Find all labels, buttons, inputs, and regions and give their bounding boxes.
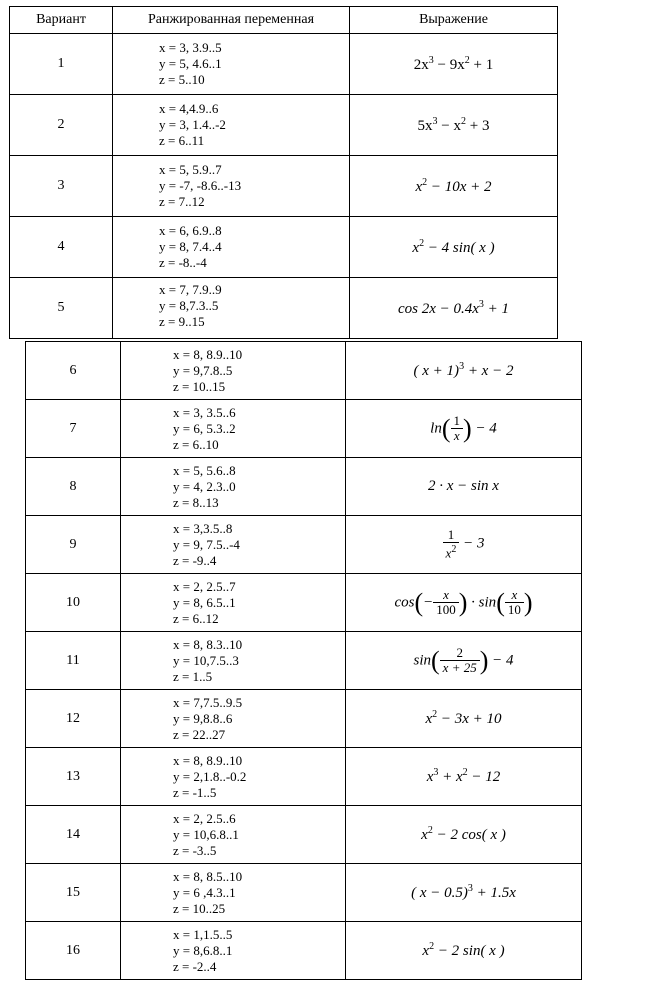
expression: ln( $\frac{1}{x}$ ) − 4 <box>346 400 582 458</box>
header-expression: Выражение <box>350 7 558 34</box>
expression: ( x + 1)$^3$ + x − 2 <box>346 342 582 400</box>
variant-number: 15 <box>26 864 121 922</box>
range-z: z = 6..11 <box>159 133 205 148</box>
expression: $\cos 2x - 0.4x^3 + 1$ <box>350 278 558 339</box>
range-z: z = -2..4 <box>173 958 217 974</box>
expression: ( x − 0.5)$^3$ + 1.5x <box>346 864 582 922</box>
range-y: y = 10,6.8..1 <box>173 826 239 842</box>
ranged-variables <box>121 748 346 806</box>
variant-number: 5 <box>10 278 113 339</box>
table-row <box>26 516 582 574</box>
variant-number: 2 <box>10 95 113 156</box>
table-row <box>10 217 558 278</box>
table-row <box>10 278 558 339</box>
variant-number: 3 <box>10 156 113 217</box>
table-row <box>26 864 582 922</box>
range-z: z = -9..4 <box>173 552 217 568</box>
range-z: z = -1..5 <box>173 784 217 800</box>
range-z: z = 10..15 <box>173 378 226 394</box>
range-x: x = 5, 5.9..7 <box>159 162 222 177</box>
range-z: z = 7..12 <box>159 194 205 209</box>
expression: $5x^3 - x^2 + 3$ <box>350 95 558 156</box>
ranged-variables <box>121 342 346 400</box>
variant-number: 14 <box>26 806 121 864</box>
table-row <box>10 34 558 95</box>
range-z: z = 9..15 <box>159 314 205 329</box>
range-z: z = -8..-4 <box>159 255 207 270</box>
range-y: y = 9,8.8..6 <box>173 710 233 726</box>
header-ranged-variable: Ранжированная переменная <box>113 7 350 34</box>
range-z: z = 22..27 <box>173 726 226 742</box>
range-x: x = 3, 3.9..5 <box>159 40 222 55</box>
expression: cos(− $\frac{x}{100}$ ) · sin( $\frac{x}{10}$ ) <box>346 574 582 632</box>
expression: $x^2 - 3x + 10$ <box>346 690 582 748</box>
table-row <box>26 922 582 980</box>
variant-number: 8 <box>26 458 121 516</box>
range-y: y = 8,6.8..1 <box>173 942 233 958</box>
range-z: z = 6..10 <box>173 436 219 452</box>
ranged-variables <box>121 574 346 632</box>
ranged-variables <box>121 806 346 864</box>
ranged-variables <box>121 690 346 748</box>
table-row <box>26 690 582 748</box>
variant-number: 13 <box>26 748 121 806</box>
ranged-variables <box>113 278 350 339</box>
range-y: y = 8,7.3..5 <box>159 298 219 313</box>
variant-number: 6 <box>26 342 121 400</box>
range-y: y = 6 ,4.3..1 <box>173 884 236 900</box>
range-z: z = 1..5 <box>173 668 213 684</box>
variant-number: 10 <box>26 574 121 632</box>
range-x: x = 3, 3.5..6 <box>173 404 236 420</box>
expression: $x^3 + x^2 - 12$ <box>346 748 582 806</box>
table-row <box>26 342 582 400</box>
range-z: z = -3..5 <box>173 842 217 858</box>
range-z: z = 6..12 <box>173 610 219 626</box>
range-x: x = 7, 7.9..9 <box>159 282 222 297</box>
expression: $2x^3 - 9x^2 + 1$ <box>350 34 558 95</box>
range-x: x = 6, 6.9..8 <box>159 223 222 238</box>
table-row <box>26 748 582 806</box>
variant-number: 9 <box>26 516 121 574</box>
ranged-variables <box>121 516 346 574</box>
range-x: x = 1,1.5..5 <box>173 926 233 942</box>
expression: 2 · x − sin x <box>346 458 582 516</box>
range-y: y = -7, -8.6..-13 <box>159 178 242 193</box>
header-row <box>10 7 558 34</box>
ranged-variables <box>121 864 346 922</box>
table-row <box>10 156 558 217</box>
table-row <box>26 400 582 458</box>
variants-table-part-1 <box>9 6 558 339</box>
range-x: x = 5, 5.6..8 <box>173 462 236 478</box>
expression: $x^2 - 2$ cos( x ) <box>346 806 582 864</box>
expression: sin( $\frac{2}{x + 25}$ ) − 4 <box>346 632 582 690</box>
range-y: y = 2,1.8..-0.2 <box>173 768 247 784</box>
range-y: y = 8, 7.4..4 <box>159 239 222 254</box>
variants-table-part-2 <box>25 341 582 980</box>
range-y: y = 8, 6.5..1 <box>173 594 236 610</box>
variant-number: 11 <box>26 632 121 690</box>
range-x: x = 8, 8.5..10 <box>173 868 243 884</box>
variant-number: 16 <box>26 922 121 980</box>
range-x: x = 2, 2.5..6 <box>173 810 236 826</box>
range-y: y = 4, 2.3..0 <box>173 478 236 494</box>
expression: $x^2 - 10x + 2$ <box>350 156 558 217</box>
ranged-variables <box>113 34 350 95</box>
ranged-variables <box>113 217 350 278</box>
variant-number: 4 <box>10 217 113 278</box>
table-row <box>26 806 582 864</box>
table-row <box>10 95 558 156</box>
range-x: x = 4,4.9..6 <box>159 101 219 116</box>
range-y: y = 10,7.5..3 <box>173 652 239 668</box>
variant-number: 12 <box>26 690 121 748</box>
ranged-variables <box>113 95 350 156</box>
variant-number: 1 <box>10 34 113 95</box>
header-variant: Вариант <box>10 7 113 34</box>
table-row <box>26 632 582 690</box>
table-row <box>26 458 582 516</box>
table-row <box>26 574 582 632</box>
range-y: y = 9,7.8..5 <box>173 362 233 378</box>
range-z: z = 8..13 <box>173 494 219 510</box>
expression: $x^2 - 4$ sin( x ) <box>350 217 558 278</box>
range-z: z = 10..25 <box>173 900 226 916</box>
range-x: x = 8, 8.9..10 <box>173 346 243 362</box>
variant-number: 7 <box>26 400 121 458</box>
range-x: x = 8, 8.3..10 <box>173 636 243 652</box>
range-z: z = 5..10 <box>159 72 205 87</box>
range-x: x = 2, 2.5..7 <box>173 578 236 594</box>
expression: $x^2 - 2$ sin( x ) <box>346 922 582 980</box>
expression: $\frac{1}{x^2}$ − 3 <box>346 516 582 574</box>
ranged-variables <box>121 458 346 516</box>
range-x: x = 7,7.5..9.5 <box>173 694 243 710</box>
range-y: y = 3, 1.4..-2 <box>159 117 226 132</box>
range-y: y = 6, 5.3..2 <box>173 420 236 436</box>
ranged-variables <box>121 400 346 458</box>
range-y: y = 5, 4.6..1 <box>159 56 222 71</box>
range-x: x = 8, 8.9..10 <box>173 752 243 768</box>
ranged-variables <box>121 922 346 980</box>
range-y: y = 9, 7.5..-4 <box>173 536 240 552</box>
range-x: x = 3,3.5..8 <box>173 520 233 536</box>
ranged-variables <box>121 632 346 690</box>
ranged-variables <box>113 156 350 217</box>
